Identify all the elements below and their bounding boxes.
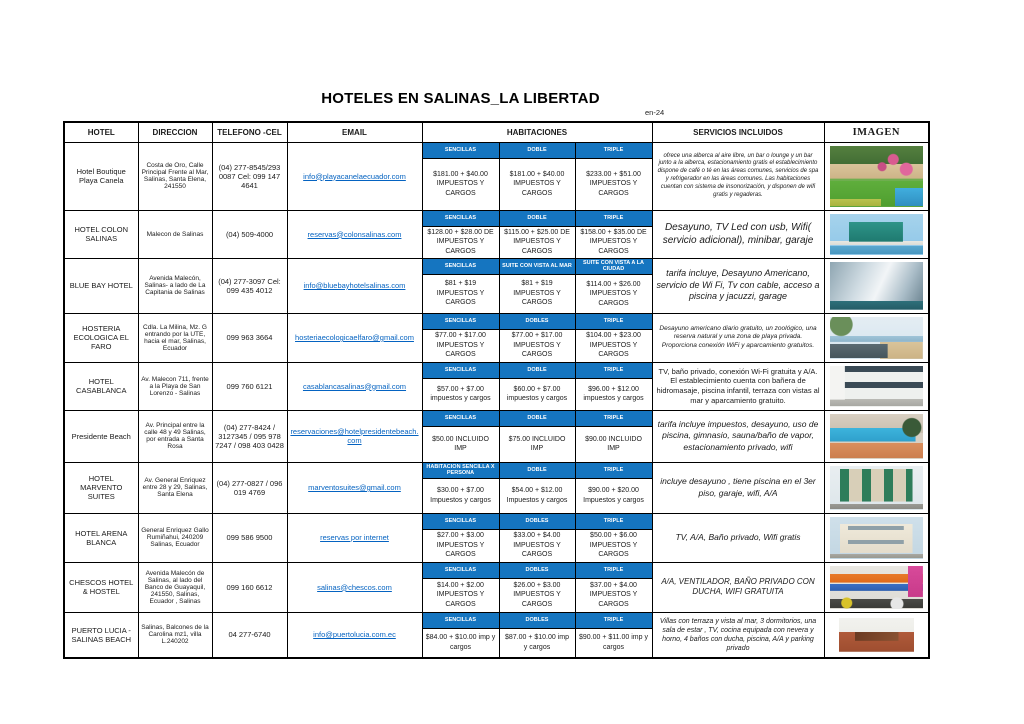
room-price: $90.00 INCLUIDO IMP	[585, 435, 642, 452]
room-price: $128.00 + $28.00 DE IMPUESTOS Y CARGOS	[427, 228, 494, 255]
room-cell-doble	[499, 313, 575, 362]
hotel-email-link[interactable]: reservas@colonsalinas.com	[307, 229, 402, 239]
included-services: Desayuno americano diario gratuito, un zoológico, una reserva natural y una zona de playa privada. Proporciona conexión WiFi y aparcamiento gratuitos.	[652, 313, 824, 362]
room-price: $75.00 INCLUIDO IMP	[508, 435, 566, 452]
hotel-phone: 099 760 6121	[212, 362, 287, 410]
hotel-photo-cell	[824, 258, 929, 313]
room-price: $27.00 + $3.00 IMPUESTOS Y CARGOS	[436, 532, 485, 559]
hotel-name: HOTEL ARENA BLANCA	[64, 513, 138, 562]
room-cell-doble	[499, 410, 575, 462]
hotel-email-cell	[287, 362, 422, 410]
room-price: $96.00 + $12.00 impuestos y cargos	[583, 385, 644, 402]
hotel-phone: (04) 509-4000	[212, 210, 287, 258]
hotel-email-cell	[287, 313, 422, 362]
room-type-badge: DOBLES	[500, 314, 575, 330]
room-cell-sencilla	[422, 142, 499, 210]
hotel-email-cell	[287, 142, 422, 210]
hotel-email-link[interactable]: info@playacanelaecuador.com	[303, 171, 406, 181]
hotel-phone: (04) 277-0827 / 096 019 4769	[212, 462, 287, 513]
hotel-email-cell	[287, 258, 422, 313]
hotel-photo-cell	[824, 513, 929, 562]
room-type-badge: TRIPLE	[576, 211, 652, 227]
hotel-email-cell	[287, 513, 422, 562]
room-type-badge: TRIPLE	[576, 563, 652, 579]
table-row	[64, 313, 929, 362]
room-type-badge: DOBLE	[500, 463, 575, 479]
hotel-photo	[839, 618, 915, 653]
hotel-photo-cell	[824, 142, 929, 210]
hotel-email-cell	[287, 462, 422, 513]
header-hotel: HOTEL	[64, 122, 138, 142]
room-price: $84.00 + $10.00 imp y cargos	[425, 634, 496, 651]
room-cell-doble	[499, 462, 575, 513]
hotel-email-link[interactable]: reservaciones@hotelpresidentebeach.com	[290, 427, 419, 445]
hotel-phone: 099 963 3664	[212, 313, 287, 362]
room-type-badge: TRIPLE	[576, 613, 652, 629]
hotel-photo	[830, 317, 924, 359]
table-row	[64, 513, 929, 562]
room-type-badge: TRIPLE	[576, 411, 652, 427]
hotel-email-link[interactable]: reservas por internet	[320, 533, 389, 542]
hotel-email-link[interactable]: casablancasalinas@gmail.com	[302, 381, 407, 391]
room-cell-triple	[575, 462, 652, 513]
hotel-photo	[830, 566, 924, 609]
hotel-photo-cell	[824, 362, 929, 410]
room-cell-sencilla	[422, 513, 499, 562]
room-cell-triple	[575, 513, 652, 562]
header-imagen: IMAGEN	[824, 122, 929, 142]
room-cell-triple	[575, 562, 652, 612]
hotel-phone: 099 160 6612	[212, 562, 287, 612]
room-price: $14.00 + $2.00 IMPUESTOS Y CARGOS	[436, 581, 485, 608]
room-type-badge: SENCILLAS	[423, 211, 499, 227]
room-price: $37.00 + $4.00 IMPUESTOS Y CARGOS	[589, 581, 638, 608]
hotel-phone: 04 277-6740	[212, 612, 287, 658]
hotel-photo-cell	[824, 562, 929, 612]
room-cell-doble	[499, 142, 575, 210]
corner-note: en-24	[645, 108, 665, 117]
room-price: $115.00 + $25.00 DE IMPUESTOS Y CARGOS	[504, 228, 570, 255]
room-type-badge: DOBLE	[500, 363, 575, 379]
room-price: $50.00 INCLUIDO IMP	[432, 435, 489, 452]
room-type-badge: SENCILLAS	[423, 514, 499, 530]
room-cell-doble	[499, 612, 575, 658]
hotel-photo	[830, 262, 924, 310]
hotel-photo-cell	[824, 210, 929, 258]
room-price: $181.00 + $40.00 IMPUESTOS Y CARGOS	[433, 170, 488, 197]
table-row	[64, 210, 929, 258]
hotel-address: Av. General Enriquez entre 28 y 29, Salinas, Santa Elena	[138, 462, 212, 513]
hotel-rows	[64, 142, 929, 658]
room-type-badge: DOBLES	[500, 563, 575, 579]
hotel-photo	[830, 414, 924, 459]
room-price: $90.00 + $20.00 Impuestos y cargos	[583, 487, 644, 504]
room-cell-sencilla	[422, 210, 499, 258]
hotel-email-cell	[287, 562, 422, 612]
hotel-name: CHESCOS HOTEL & HOSTEL	[64, 562, 138, 612]
hotel-address: General Enriquez Gallo Rumiñahui, 240209 Salinas, Ecuador	[138, 513, 212, 562]
included-services: TV, baño privado, conexión Wi-Fi gratuita y A/A. El establecimiento cuenta con bañera de hidromasaje, piscina infantil, terraza con vistas al mar y aparcamiento gratuito.	[652, 362, 824, 410]
table-row	[64, 258, 929, 313]
room-type-badge: DOBLES	[500, 613, 575, 629]
room-cell-triple	[575, 410, 652, 462]
room-price: $233.00 + $51.00 IMPUESTOS Y CARGOS	[586, 170, 641, 197]
room-cell-doble	[499, 513, 575, 562]
hotel-photo	[830, 466, 924, 510]
room-cell-sencilla	[422, 313, 499, 362]
header-row	[64, 122, 929, 142]
hotel-name: HOSTERIA ECOLOGICA EL FARO	[64, 313, 138, 362]
room-type-badge: TRIPLE	[576, 514, 652, 530]
room-type-badge: DOBLES	[500, 514, 575, 530]
hotels-table	[63, 121, 930, 659]
hotel-photo-cell	[824, 462, 929, 513]
included-services: tarifa incluye, Desayuno Americano, servicio de Wi Fi, Tv con cable, acceso a piscina y jacuzzi, garage	[652, 258, 824, 313]
room-type-badge: SENCILLAS	[423, 411, 499, 427]
room-type-badge: SENCILLAS	[423, 613, 499, 629]
hotel-email-link[interactable]: salinas@chescos.com	[317, 582, 392, 592]
hotel-email-link[interactable]: info@bluebayhotelsalinas.com	[303, 281, 406, 290]
hotel-email-link[interactable]: marventosuites@gmail.com	[308, 483, 401, 492]
room-price: $30.00 + $7.00 Impuestos y cargos	[430, 487, 491, 504]
room-type-badge: DOBLE	[500, 411, 575, 427]
hotel-photo-cell	[824, 410, 929, 462]
room-type-badge: SENCILLAS	[423, 314, 499, 330]
table-row	[64, 410, 929, 462]
hotel-phone: (04) 277-8545/293 0087 Cel: 099 147 4641	[212, 142, 287, 210]
room-price: $77.00 + $17.00 IMPUESTOS Y CARGOS	[435, 332, 486, 359]
room-type-badge: SUITE CON VISTA A LA CIUDAD	[576, 259, 652, 276]
hotel-address: Salinas, Balcones de la Carolina mz1, villa L.240202	[138, 612, 212, 658]
room-type-badge: TRIPLE	[576, 363, 652, 379]
room-price: $26.00 + $3.00 IMPUESTOS Y CARGOS	[513, 581, 561, 608]
room-price: $77.00 + $17.00 IMPUESTOS Y CARGOS	[511, 332, 563, 359]
room-price: $50.00 + $6.00 IMPUESTOS Y CARGOS	[589, 532, 638, 559]
header-telefono: TELEFONO -CEL	[212, 122, 287, 142]
room-type-badge: SENCILLAS	[423, 363, 499, 379]
hotel-phone: (04) 277-3097 Cel: 099 435 4012	[212, 258, 287, 313]
room-price: $60.00 + $7.00 impuestos y cargos	[506, 385, 568, 402]
room-cell-sencilla	[422, 410, 499, 462]
room-cell-doble	[499, 362, 575, 410]
included-services: tarifa incluye impuestos, desayuno, uso de piscina, gimnasio, sauna/baño de vapor, estacionamiento privado, wifi	[652, 410, 824, 462]
hotel-name: Hotel Boutique Playa Canela	[64, 142, 138, 210]
hotel-email-cell	[287, 410, 422, 462]
hotel-address: Av. Principal entre la calle 48 y 49 Salinas, por entrada a Santa Rosa	[138, 410, 212, 462]
room-cell-triple	[575, 258, 652, 313]
header-servicios: SERVICIOS INCLUIDOS	[652, 122, 824, 142]
hotel-email-link[interactable]: hosteriaecologicaelfaro@gmail.com	[295, 333, 414, 342]
room-cell-doble	[499, 210, 575, 258]
hotel-phone: (04) 277-8424 / 3127345 / 095 978 7247 / 098 403 0428	[212, 410, 287, 462]
hotel-address: Av. Malecon 711, frente a la Playa de San Lorenzo - Salinas	[138, 362, 212, 410]
room-cell-sencilla	[422, 462, 499, 513]
hotel-phone: 099 586 9500	[212, 513, 287, 562]
included-services: TV, A/A, Baño privado, Wifi gratis	[652, 513, 824, 562]
room-type-badge: DOBLE	[500, 143, 575, 159]
room-cell-doble	[499, 258, 575, 313]
room-price: $181.00 + $40.00 IMPUESTOS Y CARGOS	[509, 170, 565, 197]
room-price: $57.00 + $7.00 impuestos y cargos	[430, 385, 491, 402]
room-cell-doble	[499, 562, 575, 612]
header-direccion: DIRECCION	[138, 122, 212, 142]
room-price: $33.00 + $4.00 IMPUESTOS Y CARGOS	[513, 532, 561, 559]
room-type-badge: TRIPLE	[576, 143, 652, 159]
hotel-name: PUERTO LUCIA - SALINAS BEACH	[64, 612, 138, 658]
hotel-photo	[830, 146, 924, 207]
room-cell-triple	[575, 612, 652, 658]
room-price: $90.00 + $11.00 imp y cargos	[579, 634, 648, 651]
room-price: $104.00 + $23.00 IMPUESTOS Y CARGOS	[586, 332, 641, 359]
table-row	[64, 462, 929, 513]
room-price: $81 + $19 IMPUESTOS Y CARGOS	[513, 280, 561, 307]
hotel-photo	[830, 517, 924, 559]
included-services: Desayuno, TV Led con usb, Wifi( servicio adicional), minibar, garaje	[652, 210, 824, 258]
room-type-badge: TRIPLE	[576, 314, 652, 330]
hotel-email-link[interactable]: info@puertolucia.com.ec	[313, 630, 396, 640]
header-email: EMAIL	[287, 122, 422, 142]
room-cell-triple	[575, 142, 652, 210]
table-row	[64, 562, 929, 612]
header-habitaciones: HABITACIONES	[422, 122, 652, 142]
hotel-email-cell	[287, 210, 422, 258]
room-type-badge: HABITACION SENCILLA X PERSONA	[423, 463, 499, 480]
room-price: $87.00 + $10.00 imp y cargos	[504, 634, 570, 651]
room-price: $81 + $19 IMPUESTOS Y CARGOS	[436, 280, 485, 307]
room-price: $114.00 + $26.00 IMPUESTOS Y CARGOS	[586, 280, 641, 307]
room-cell-triple	[575, 313, 652, 362]
room-type-badge: SENCILLAS	[423, 259, 499, 275]
included-services: incluye desayuno , tiene piscina en el 3er piso, garaje, wifi, A/A	[652, 462, 824, 513]
hotel-name: HOTEL MARVENTO SUITES	[64, 462, 138, 513]
room-cell-triple	[575, 362, 652, 410]
room-cell-sencilla	[422, 562, 499, 612]
hotel-photo-cell	[824, 313, 929, 362]
hotel-name: HOTEL COLON SALINAS	[64, 210, 138, 258]
hotel-address: Malecon de Salinas	[138, 210, 212, 258]
room-type-badge: SENCILLAS	[423, 563, 499, 579]
included-services: Villas con terraza y vista al mar, 3 dormitorios, una sala de estar , TV, cocina equipada con nevera y horno, 4 baños con ducha, piscina, A/A y parking privado	[652, 612, 824, 658]
room-type-badge: SENCILLAS	[423, 143, 499, 159]
room-price: $54.00 + $12.00 Impuestos y cargos	[506, 487, 568, 504]
hotel-name: BLUE BAY HOTEL	[64, 258, 138, 313]
room-price: $158.00 + $35.00 DE IMPUESTOS Y CARGOS	[580, 228, 647, 255]
hotel-photo	[830, 214, 924, 255]
room-type-badge: SUITE CON VISTA AL MAR	[500, 259, 575, 275]
hotel-address: Cdla. La Milina, Mz. G entrando por la UTE, hacia el mar, Salinas, Ecuador	[138, 313, 212, 362]
page-title: HOTELES EN SALINAS_LA LIBERTAD	[321, 90, 600, 107]
hotel-address: Avenida Malecón de Salinas, al lado del Banco de Guayaquil, 241550, Salinas, Ecuador , Salinas	[138, 562, 212, 612]
hotel-email-cell	[287, 612, 422, 658]
room-cell-triple	[575, 210, 652, 258]
room-type-badge: DOBLE	[500, 211, 575, 227]
hotel-address: Avenida Malecón, Salinas- a lado de La Capitania de Salinas	[138, 258, 212, 313]
hotel-photo	[830, 366, 924, 407]
table-row	[64, 362, 929, 410]
hotel-photo-cell	[824, 612, 929, 658]
room-cell-sencilla	[422, 258, 499, 313]
hotel-address: Costa de Oro, Calle Principal Frente al Mar, Salinas, Santa Elena, 241550	[138, 142, 212, 210]
hotel-name: Presidente Beach	[64, 410, 138, 462]
room-cell-sencilla	[422, 362, 499, 410]
hotel-name: HOTEL CASABLANCA	[64, 362, 138, 410]
table-row	[64, 142, 929, 210]
included-services: A/A, VENTILADOR, BAÑO PRIVADO CON DUCHA, WIFI GRATUITA	[652, 562, 824, 612]
table-row	[64, 612, 929, 658]
included-services: ofrece una alberca al aire libre, un bar o lounge y un bar junto a la alberca, estacionamiento gratis el establecimiento dispone de café o té en las áreas comunes, servicios de spa y refrigerador en las áreas comunes. Las habitaciones cuentan con sistema de insonorización, y disponen de wifi gratis y regaderas.	[652, 142, 824, 210]
room-cell-sencilla	[422, 612, 499, 658]
room-type-badge: TRIPLE	[576, 463, 652, 479]
